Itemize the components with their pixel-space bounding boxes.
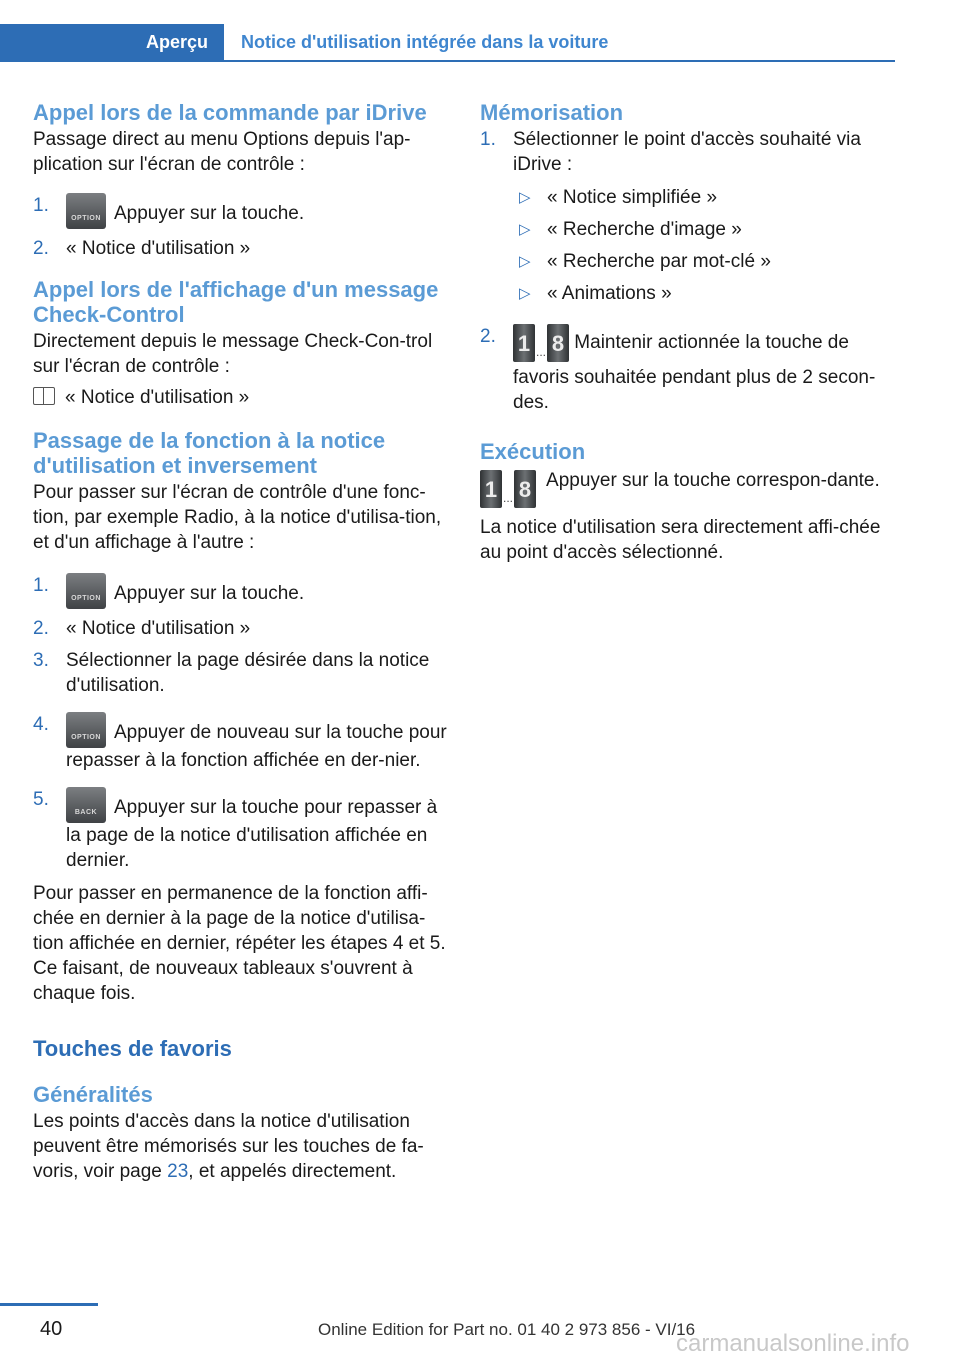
favorite-key-8-icon: 8 bbox=[514, 470, 536, 508]
execution-title: Exécution bbox=[480, 439, 586, 464]
triangle-bullet-icon: ▷ bbox=[519, 221, 531, 238]
favorites-title: Touches de favoris bbox=[33, 1036, 232, 1061]
execution-row bbox=[480, 468, 898, 511]
watermark: carmanualsonline.info bbox=[676, 1330, 910, 1357]
page-number: 40 bbox=[40, 1318, 63, 1340]
option-item: ▷ « Recherche d'image » bbox=[519, 219, 742, 240]
edition-label: Online Edition for Part no. 01 40 2 973 856 - VI/16 bbox=[318, 1320, 696, 1339]
idrive-steps bbox=[33, 193, 451, 261]
triangle-bullet-icon: ▷ bbox=[519, 189, 531, 206]
option-button-icon: OPTION bbox=[66, 193, 106, 229]
favorite-key-1-icon: 1 bbox=[480, 470, 502, 508]
checkcontrol-title: Appel lors de l'affichage d'un message Check-Control bbox=[33, 277, 439, 327]
list-item: 4. OPTION Appuyer de nouveau sur la touche pour repasser à la fonction affichée en der-nier. bbox=[33, 714, 447, 771]
favorite-key-1-icon: 1 bbox=[513, 324, 535, 362]
memorize-title: Mémorisation bbox=[480, 100, 624, 125]
triangle-bullet-icon: ▷ bbox=[519, 253, 531, 270]
idrive-title: Appel lors de la commande par iDrive bbox=[33, 100, 427, 125]
option-item: ▷ « Animations » bbox=[519, 283, 672, 304]
list-item: 5. BACK Appuyer sur la touche pour repasser à la page de la notice d'utilisation affichée en dernier. bbox=[33, 789, 438, 871]
idrive-intro: Passage direct au menu Options depuis l'ap-plication sur l'écran de contrôle : bbox=[33, 129, 411, 175]
option-button-icon: OPTION bbox=[66, 573, 106, 609]
left-column bbox=[33, 100, 451, 1190]
option-item: ▷ « Notice simplifiée » bbox=[519, 187, 718, 208]
section-title[interactable]: Notice d'utilisation intégrée dans la voiture bbox=[241, 32, 609, 52]
checkcontrol-intro: Directement depuis le message Check-Con-trol sur l'écran de contrôle : bbox=[33, 331, 433, 377]
triangle-bullet-icon: ▷ bbox=[519, 285, 531, 302]
tab-apercu[interactable] bbox=[0, 24, 224, 60]
execution-outro: La notice d'utilisation sera directement affi-chée au point d'accès sélectionné. bbox=[480, 517, 881, 563]
list-item: 2. 1 ... 8 Maintenir actionnée la touche de favoris souhaitée pendant plus de 2 secon-des. bbox=[480, 326, 876, 413]
list-item: 2. « Notice d'utilisation » bbox=[33, 238, 251, 259]
favorite-keys-icon: 1 ... 8 bbox=[480, 468, 536, 511]
list-item: 1. OPTION Appuyer sur la touche. bbox=[33, 193, 451, 229]
switch-steps bbox=[33, 573, 451, 873]
list-item: 1. OPTION Appuyer sur la touche. bbox=[33, 573, 451, 609]
execution-text: Appuyer sur la touche correspon-dante. bbox=[546, 470, 880, 491]
page-header bbox=[0, 24, 895, 62]
back-button-icon: BACK bbox=[66, 787, 106, 823]
option-item: ▷ « Recherche par mot-clé » bbox=[519, 251, 771, 272]
general-text: Les points d'accès dans la notice d'utilisation peuvent être mémorisés sur les touches de fa-voris, voir page 23, et appelés directement. bbox=[33, 1111, 424, 1182]
favorite-key-8-icon: 8 bbox=[547, 324, 569, 362]
list-item: 3. Sélectionner la page désirée dans la notice d'utilisation. bbox=[33, 650, 430, 696]
switch-title: Passage de la fonction à la notice d'utilisation et inversement bbox=[33, 428, 386, 478]
switch-intro: Pour passer sur l'écran de contrôle d'une fonc-tion, par exemple Radio, à la notice d'utilisa-tion, et d'un affichage à l'autre : bbox=[33, 482, 442, 553]
option-button-icon: OPTION bbox=[66, 712, 106, 748]
right-column bbox=[480, 100, 898, 571]
manual-book-icon bbox=[33, 387, 55, 405]
tab-label: Aperçu bbox=[145, 31, 208, 52]
page-link[interactable]: 23 bbox=[167, 1161, 189, 1182]
switch-outro: Pour passer en permanence de la fonction affi-chée en dernier à la page de la notice d'utilisa-tion affichée en dernier, répéter les étapes 4 et 5. Ce faisant, de nouveaux tableaux s'ouvrent à chaque fois. bbox=[33, 883, 446, 1004]
checkcontrol-item: « Notice d'utilisation » bbox=[33, 385, 451, 410]
access-point-options bbox=[513, 185, 898, 306]
footer-divider bbox=[0, 1303, 98, 1306]
list-item: 1. Sélectionner le point d'accès souhaité via iDrive : ▷ « Notice simplifiée » ▷ « Recherche d'image » ▷ « Recherche par mot-clé » ▷ « Animations » bbox=[480, 127, 898, 306]
general-title: Généralités bbox=[33, 1082, 153, 1107]
memorize-steps bbox=[480, 127, 898, 415]
list-item: 2. « Notice d'utilisation » bbox=[33, 618, 251, 639]
